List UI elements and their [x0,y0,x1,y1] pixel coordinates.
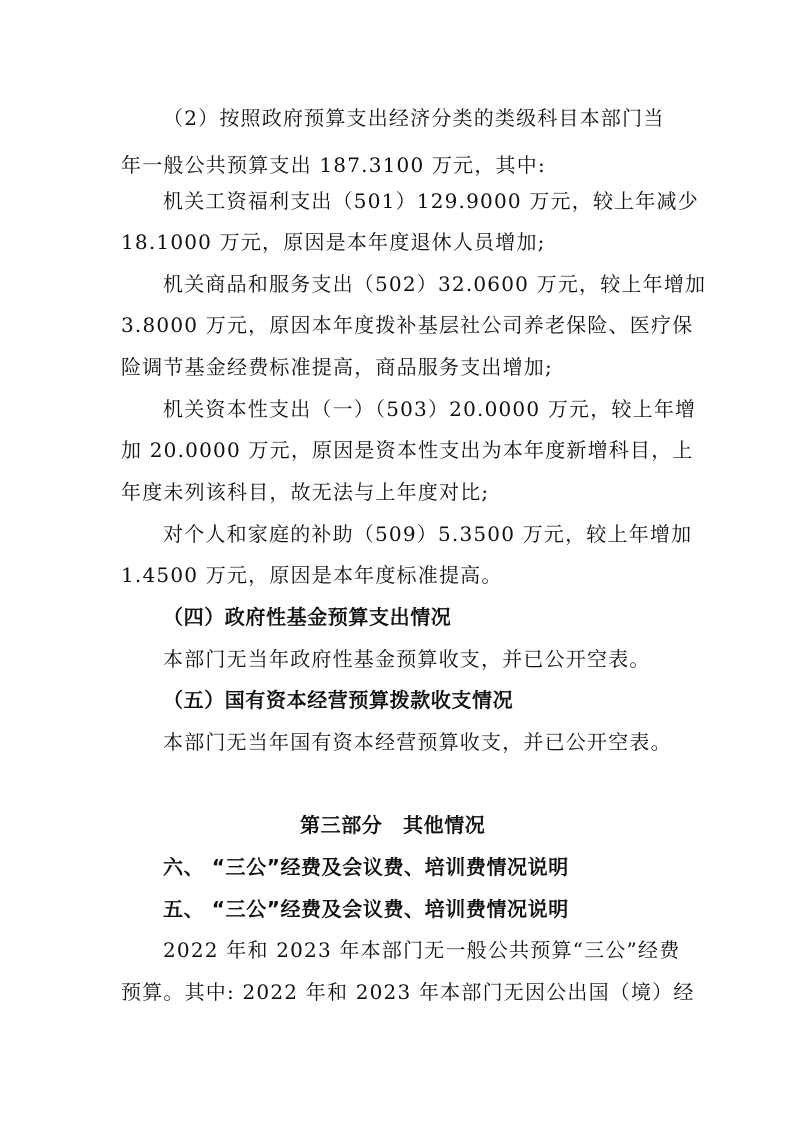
heading-six: 六、 “三公”经费及会议费、培训费情况说明 [163,855,569,879]
text-line: 2022 年和 2023 年本部门无一般公共预算“三公”经费 [163,938,681,962]
text-line: 预算。其中: 2022 年和 2023 年本部门无因公出国（境）经 [121,980,695,1004]
text-line: 险调节基金经费标准提高，商品服务支出增加; [121,355,553,379]
text-line: 机关工资福利支出（501）129.9000 万元，较上年减少 [163,189,699,213]
part-title: 第三部分 其他情况 [300,813,486,837]
text-line: 机关资本性支出（一）（503）20.0000 万元，较上年增 [163,397,697,421]
section-heading-5: （五）国有资本经营预算拨款收支情况 [163,688,514,712]
text-line: 年一般公共预算支出 187.3100 万元，其中: [121,153,546,177]
section-body-5: 本部门无当年国有资本经营预算收支，并已公开空表。 [163,730,672,754]
text-line: 18.1000 万元，原因是本年度退休人员增加; [121,230,546,254]
text-line: （2）按照政府预算支出经济分类的类级科目本部门当 [163,106,665,130]
text-line: 3.8000 万元，原因本年度拨补基层社公司养老保险、医疗保 [121,313,694,337]
section-body-4: 本部门无当年政府性基金预算收支，并已公开空表。 [163,647,651,671]
text-line: 年度未列该科目，故无法与上年度对比; [121,480,490,504]
section-heading-4: （四）政府性基金预算支出情况 [163,605,452,629]
text-line: 加 20.0000 万元，原因是资本性支出为本年度新增科目，上 [121,438,694,462]
text-line: 机关商品和服务支出（502）32.0600 万元，较上年增加 [163,272,707,296]
text-line: 对个人和家庭的补助（509）5.3500 万元，较上年增加 [163,522,693,546]
heading-five: 五、 “三公”经费及会议费、培训费情况说明 [163,897,569,921]
text-line: 1.4500 万元，原因是本年度标准提高。 [121,563,503,587]
